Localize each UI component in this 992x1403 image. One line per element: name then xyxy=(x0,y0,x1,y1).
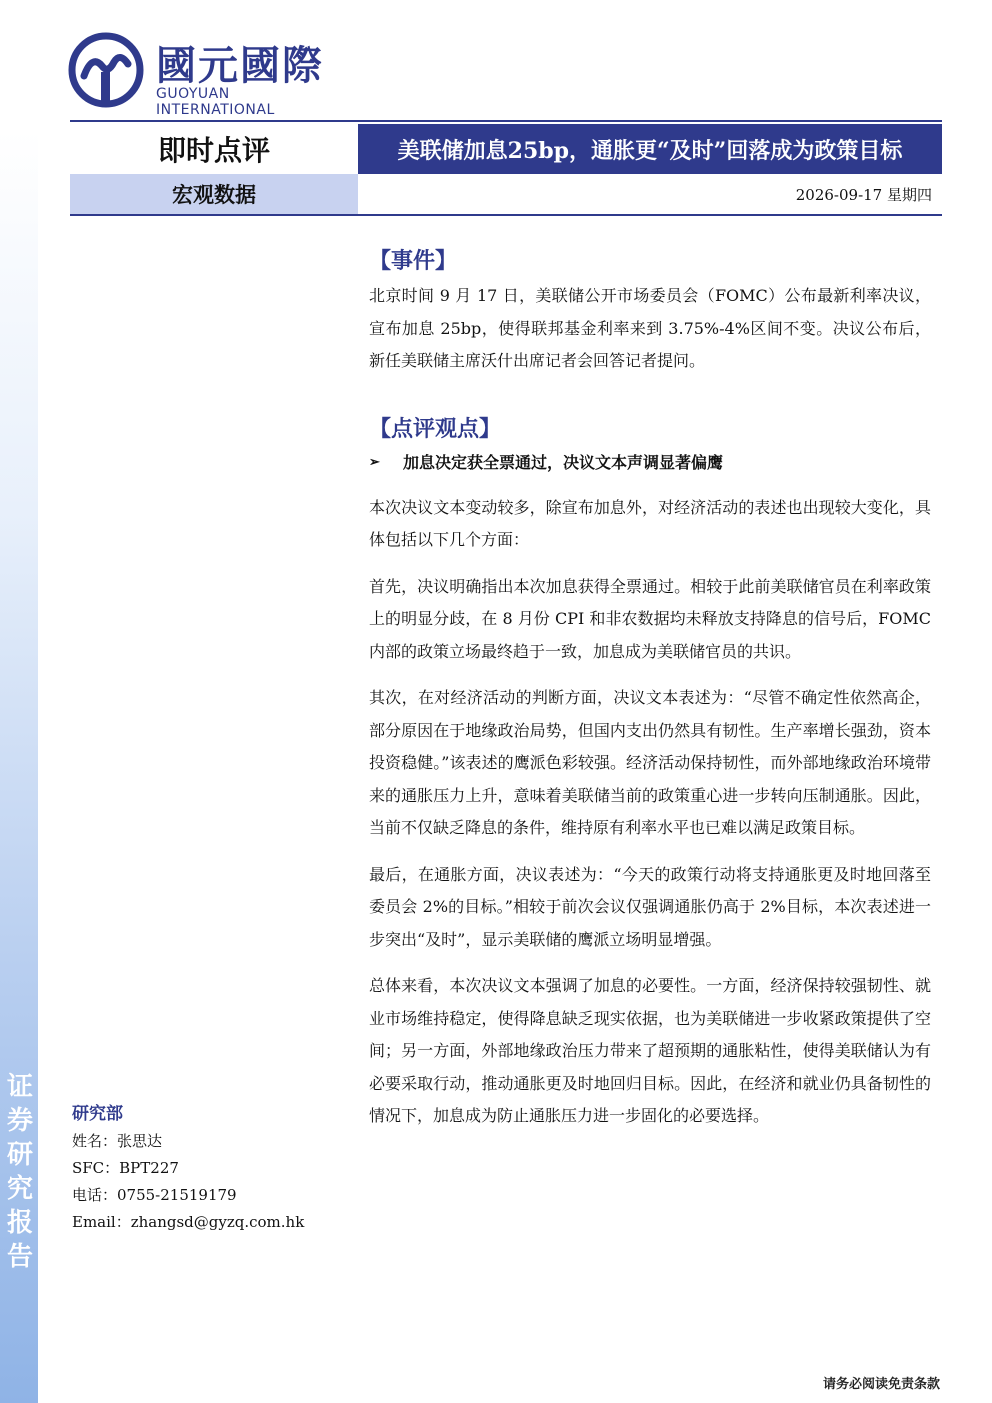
side-label-char: 证 xyxy=(6,1072,33,1102)
report-type: 即时点评 xyxy=(157,134,270,167)
contact-email[interactable]: Email：zhangsd@gyzq.com.hk xyxy=(72,1213,305,1231)
comment-title: 【点评观点】 xyxy=(369,415,502,442)
contact-department: 研究部 xyxy=(72,1104,123,1124)
report-body xyxy=(369,244,931,1133)
header-bottom-rule xyxy=(70,214,942,216)
comment-paragraph: 首先，决议明确指出本次加息获得全票通过。相较于此前美联储官员在利率政策上的明显分歧，在 8 月份 CPI 和非农数据均未释放支持降息的信号后，FOMC 内部的政策立场最终趋于一致，加息成为美联储官员的共识。 xyxy=(369,576,931,661)
side-label-char: 究 xyxy=(6,1174,33,1204)
arrow-bullet-icon: ➢ xyxy=(369,454,380,470)
comment-bullet xyxy=(369,446,931,480)
report-category: 宏观数据 xyxy=(70,174,358,214)
event-title: 【事件】 xyxy=(369,248,458,274)
comment-paragraph: 最后，在通胀方面，决议表述为：“今天的政策行动将支持通胀更及时地回落至委员会 2%的目标。”相较于前次会议仅强调通胀仍高于 2%目标，本次表述进一步突出“及时”，显示美联储的鹰派立场明显增强。 xyxy=(369,864,931,949)
logo-name-cn: 國元國際 xyxy=(156,43,324,89)
side-label-char: 研 xyxy=(6,1140,33,1170)
footer-disclaimer: 请务必阅读免责条款 xyxy=(822,1377,940,1392)
report-headline: 美联储加息25bp，通胀更“及时”回落成为政策目标 xyxy=(358,124,942,174)
contact-sfc: SFC：BPT227 xyxy=(72,1159,179,1177)
comment-paragraph: 本次决议文本变动较多，除宣布加息外，对经济活动的表述也出现较大变化，具体包括以下几个方面： xyxy=(369,497,931,549)
contact-phone: 电话：0755-21519179 xyxy=(72,1186,237,1204)
header-top-rule xyxy=(70,120,942,122)
company-logo xyxy=(68,32,338,118)
side-label-char: 告 xyxy=(6,1242,33,1272)
logo-mark-icon xyxy=(68,32,144,108)
side-label xyxy=(4,1070,36,1274)
logo-name-en: GUOYUAN INTERNATIONAL xyxy=(156,86,275,118)
side-label-char: 报 xyxy=(6,1208,33,1238)
side-label-char: 券 xyxy=(6,1106,33,1136)
comment-paragraph: 总体来看，本次决议文本强调了加息的必要性。一方面，经济保持较强韧性、就业市场维持稳定，使得降息缺乏现实依据，也为美联储进一步收紧政策提供了空间；另一方面，外部地缘政治压力带来了超预期的通胀粘性，使得美联储认为有必要采取行动，推动通胀更及时地回归目标。因此，在经济和就业仍具备韧性的情况下，加息成为防止通胀压力进一步固化的必要选择。 xyxy=(369,976,931,1125)
report-date: 2026-09-17 星期四 xyxy=(795,185,932,204)
comment-bullet-text: 加息决定获全票通过，决议文本声调显著偏鹰 xyxy=(403,452,724,472)
comment-paragraph: 其次，在对经济活动的判断方面，决议文本表述为：“尽管不确定性依然高企，部分原因在于地缘政治局势，但国内支出仍然具有韧性。生产率增长强劲，资本投资稳健。”该表述的鹰派色彩较强。经济活动保持韧性，而外部地缘政治环境带来的通胀压力上升，意味着美联储当前的政策重心进一步转向压制通胀。因此，当前不仅缺乏降息的条件，维持原有利率水平也已难以满足政策目标。 xyxy=(369,688,931,837)
event-text: 北京时间 9 月 17 日，美联储公开市场委员会（FOMC）公布最新利率决议，宣布加息 25bp，使得联邦基金利率来到 3.75%-4%区间不变。决议公布后，新任美联储主席沃什出席记者会回答记者提问。 xyxy=(369,286,931,370)
analyst-contact xyxy=(72,1100,342,1236)
contact-name: 姓名：张思达 xyxy=(72,1132,163,1150)
